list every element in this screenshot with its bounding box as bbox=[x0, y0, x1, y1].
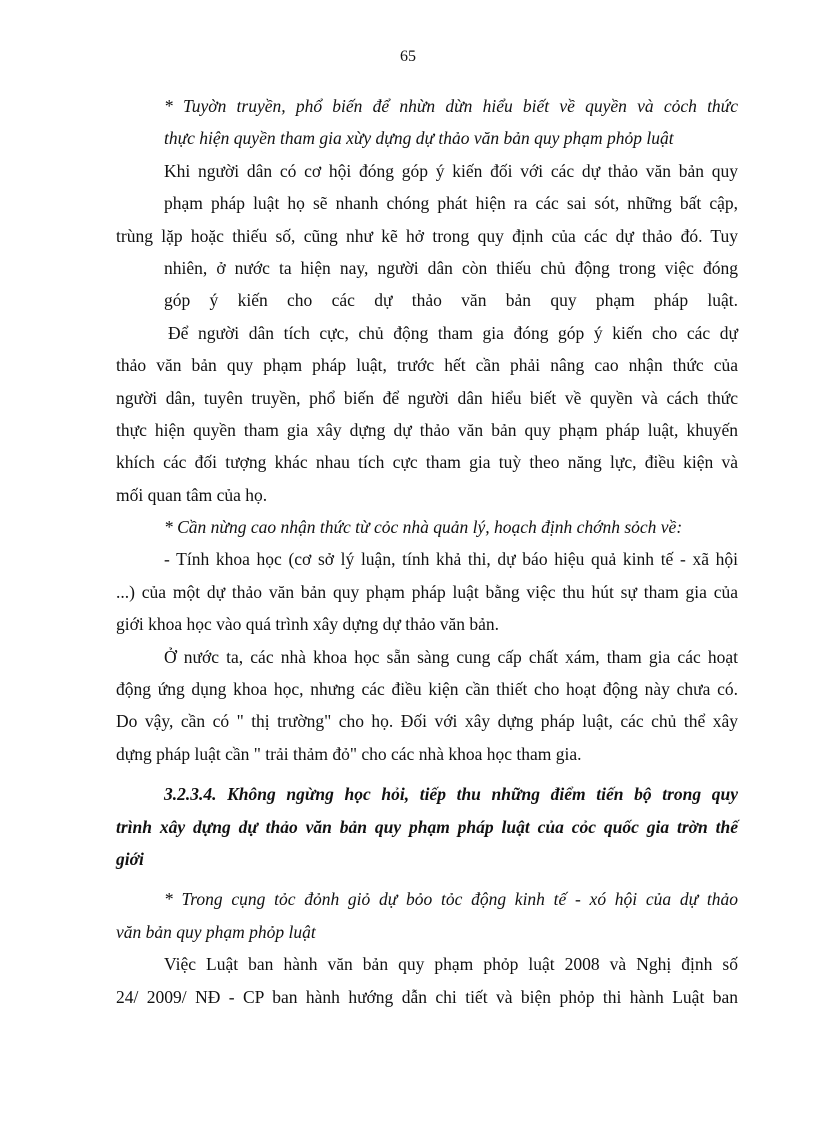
text-line: giới khoa học vào quá trình xây dựng dự thảo văn bản. bbox=[116, 614, 500, 635]
text-line: động ứng dụng khoa học, nhưng các điều kiện cần thiết cho hoạt động này chưa có. bbox=[116, 679, 738, 700]
section-heading bbox=[116, 778, 738, 875]
text-line: văn bản quy phạm phỏp luật bbox=[116, 921, 316, 942]
text-line: khích các đối tượng khác nhau tích cực tham gia tuỳ theo năng lực, điều kiện và bbox=[116, 452, 738, 473]
text-line: góp ý kiến cho các dự thảo văn bản quy phạm pháp luật. bbox=[164, 290, 738, 311]
text-line: Do vậy, cần có " thị trường" cho họ. Đối với xây dựng pháp luật, các chủ thể xây bbox=[116, 711, 738, 732]
text-line: thảo văn bản quy phạm pháp luật, trước hết cần phải nâng cao nhận thức của bbox=[116, 355, 738, 376]
text-line: mối quan tâm của họ. bbox=[116, 484, 268, 505]
text-line: thực hiện quyền tham gia xừy dựng dự thảo văn bản quy phạm phỏp luật bbox=[164, 128, 674, 149]
text-line: 3.2.3.4. Không ngừng học hỏi, tiếp thu những điểm tiến bộ trong quy bbox=[164, 784, 738, 805]
text-line: phạm pháp luật họ sẽ nhanh chóng phát hiện ra các sai sót, những bất cập, bbox=[164, 193, 738, 214]
paragraph-block bbox=[116, 90, 738, 770]
text-line: - Tính khoa học (cơ sở lý luận, tính khả thi, dự báo hiệu quả kinh tế - xã hội bbox=[164, 549, 738, 570]
text-line: * Cần nừng cao nhận thức từ cỏc nhà quản lý, hoạch định chớnh sỏch về: bbox=[164, 517, 683, 538]
document-body bbox=[116, 90, 738, 1013]
text-line: ...) của một dự thảo văn bản quy phạm pháp luật bằng việc thu hút sự tham gia của bbox=[116, 581, 738, 602]
text-line: trùng lặp hoặc thiếu số, cũng như kẽ hở trong quy định của các dự thảo đó. Tuy bbox=[116, 225, 738, 246]
text-line: giới bbox=[116, 848, 144, 869]
text-line: thực hiện quyền tham gia xây dựng dự thảo văn bản quy phạm pháp luật, khuyến bbox=[116, 419, 738, 440]
text-line: 24/ 2009/ NĐ - CP ban hành hướng dẫn chi tiết và biện phỏp thi hành Luật ban bbox=[116, 986, 738, 1007]
text-line: Việc Luật ban hành văn bản quy phạm phỏp luật 2008 và Nghị định số bbox=[164, 954, 738, 975]
text-line: trình xây dựng dự thảo văn bản quy phạm pháp luật của cỏc quốc gia trờn thế bbox=[116, 816, 738, 837]
text-line: * Trong cụng tỏc đỏnh giỏ dự bỏo tỏc động kinh tế - xó hội của dự thảo bbox=[164, 889, 738, 910]
text-line: Để người dân tích cực, chủ động tham gia đóng góp ý kiến cho các dự bbox=[168, 322, 738, 343]
text-line: người dân, tuyên truyền, phổ biến để người dân hiểu biết về quyền và cách thức bbox=[116, 387, 738, 408]
text-line: * Tuyờn truyền, phổ biến để nhừn dừn hiểu biết về quyền và cỏch thức bbox=[164, 96, 738, 116]
text-line: Khi người dân có cơ hội đóng góp ý kiến đối với các dự thảo văn bản quy bbox=[164, 160, 738, 181]
paragraph-block-tail bbox=[116, 883, 738, 1013]
text-line: nhiên, ở nước ta hiện nay, người dân còn thiếu chủ động trong việc đóng bbox=[164, 257, 738, 278]
text-line: Ở nước ta, các nhà khoa học sẵn sàng cung cấp chất xám, tham gia các hoạt bbox=[164, 646, 738, 667]
page-number: 65 bbox=[400, 48, 416, 65]
text-line: dựng pháp luật cần " trải thảm đỏ" cho các nhà khoa học tham gia. bbox=[116, 743, 582, 764]
